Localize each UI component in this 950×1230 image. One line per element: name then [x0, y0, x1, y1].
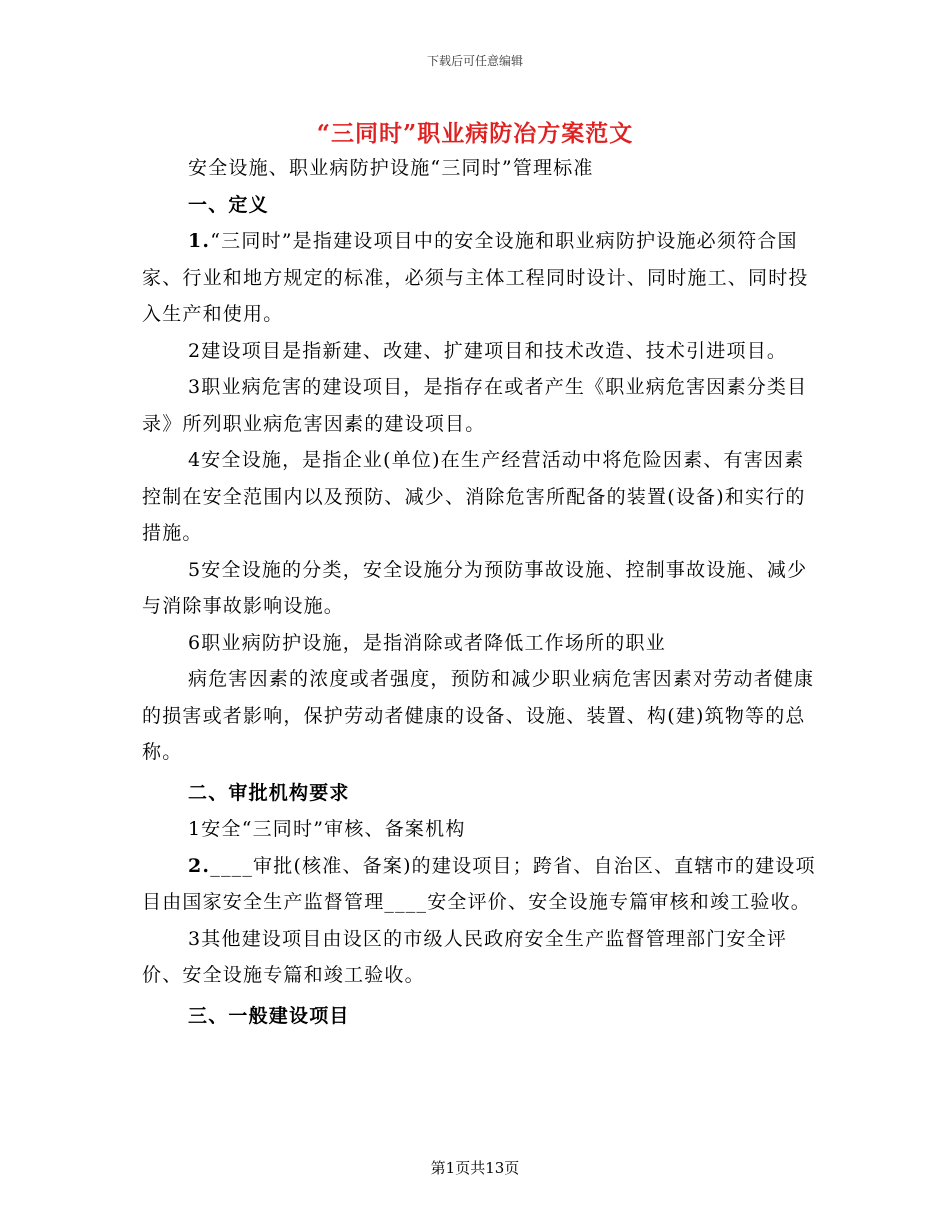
- subtitle-paragraph: 安全设施、职业病防护设施“三同时”管理标准: [188, 157, 594, 179]
- section-heading-approval: 二、审批机构要求: [188, 781, 350, 804]
- approval-item-3: 3其他建设项目由设区的市级人民政府安全生产监督管理部门安全评价、安全设施专篇和竣工验收。: [142, 927, 788, 986]
- paragraph-text: “三同时”是指建设项目中的安全设施和职业病防护设施必须符合国家、行业和地方规定的标准，必须与主体工程同时设计、同时施工、同时投入生产和使用。: [142, 230, 809, 325]
- paragraph-5: 5安全设施的分类，安全设施分为预防事故设施、控制事故设施、减少与消除事故影响设施。: [142, 558, 808, 617]
- paragraph-number: 2.: [188, 854, 211, 877]
- paragraph-text: ____审批(核准、备案)的建设项目；跨省、自治区、直辖市的建设项目由国家安全生产监督管理____安全评价、安全设施专篇审核和竣工验收。: [142, 854, 816, 913]
- section-heading-definition: 一、定义: [188, 193, 269, 216]
- approval-item-2: [142, 848, 822, 921]
- paragraph-3: 3职业病危害的建设项目，是指存在或者产生《职业病危害因素分类目录》所列职业病危害因素的建设项目。: [142, 376, 808, 435]
- paragraph-6-continued: 病危害因素的浓度或者强度，预防和减少职业病危害因素对劳动者健康的损害或者影响，保护劳动者健康的设备、设施、装置、构(建)筑物等的总称。: [142, 668, 815, 763]
- paragraph-2: 2建设项目是指新建、改建、扩建项目和技术改造、技术引进项目。: [188, 339, 788, 362]
- section-heading-general-projects: 三、一般建设项目: [188, 1004, 350, 1027]
- paragraph-number: 1.: [188, 230, 211, 252]
- page-footer: 第1页共13页: [430, 1159, 520, 1177]
- page-header: 下载后可任意编辑: [426, 54, 523, 68]
- paragraph-6: 6职业病防护设施，是指消除或者降低工作场所的职业: [188, 631, 666, 654]
- approval-item-1: 1安全“三同时”审核、备案机构: [188, 818, 466, 840]
- paragraph-1: [142, 223, 822, 333]
- paragraph-4: 4安全设施，是指企业(单位)在生产经营活动中将危险因素、有害因素控制在安全范围内以及预防、减少、消除危害所配备的装置(设备)和实行的措施。: [142, 449, 806, 544]
- document-title: “三同时”职业病防冶方案范文: [316, 120, 634, 147]
- document-body: [142, 150, 822, 1034]
